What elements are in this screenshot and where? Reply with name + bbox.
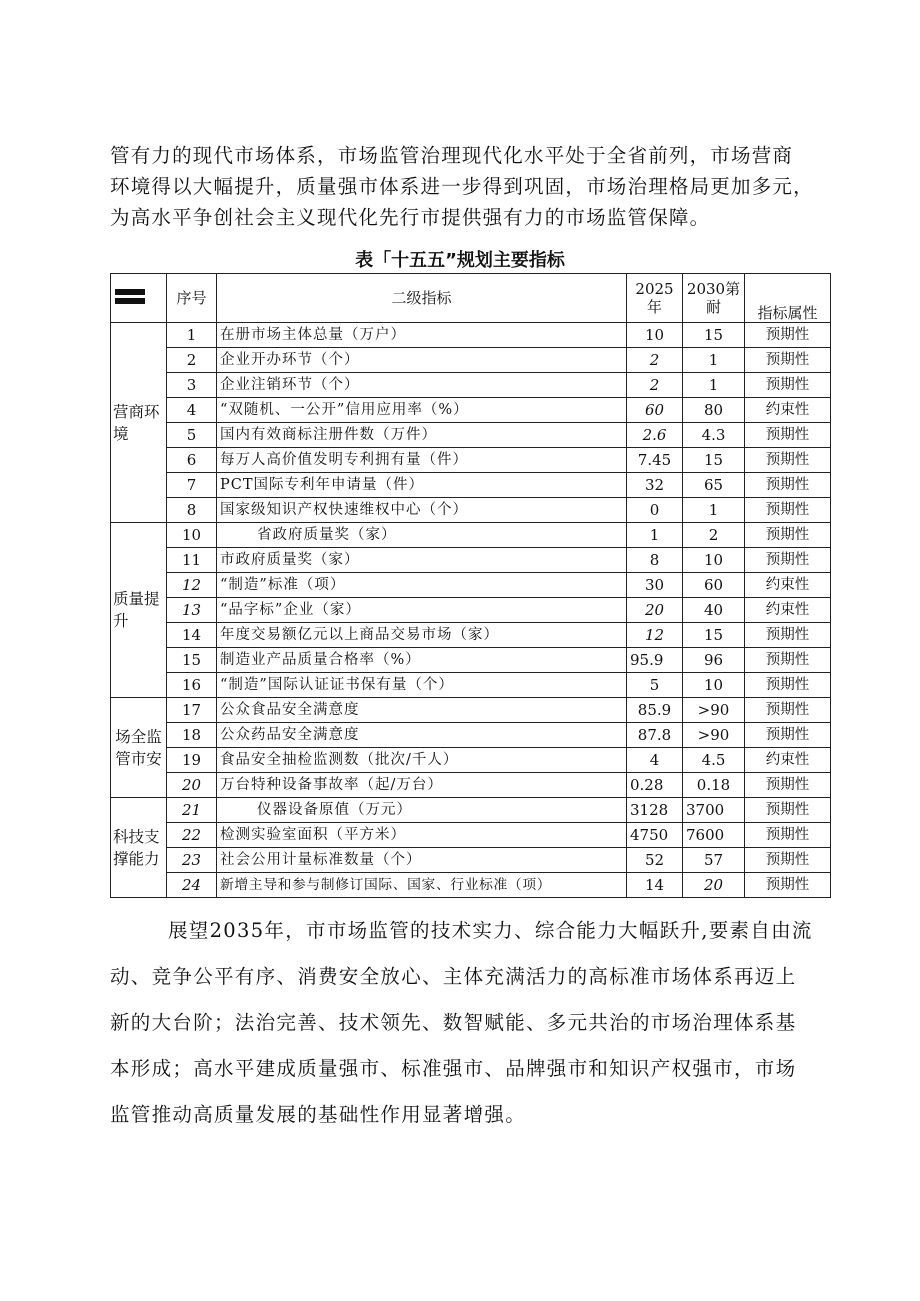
cell-indicator: 企业开办环节（个）	[217, 348, 627, 373]
cell-2030: 60	[683, 573, 745, 598]
table-row	[111, 723, 831, 748]
cell-attr: 预期性	[745, 873, 831, 898]
cell-2030: 96	[683, 648, 745, 673]
cell-attr: 约束性	[745, 748, 831, 773]
table-row	[111, 373, 831, 398]
cell-seq: 2	[167, 348, 217, 373]
intro-line: 环境得以大幅提升，质量强市体系进一步得到巩固，市场治理格局更加多元，	[110, 175, 814, 198]
cell-2025: 8	[627, 548, 683, 573]
cell-2025: 0.28	[627, 773, 683, 798]
cell-seq: 1	[167, 323, 217, 348]
cell-attr: 预期性	[745, 323, 831, 348]
outro-line: 展望2035年，市市场监管的技术实力、综合能力大幅跃升,要素自由流	[168, 919, 813, 942]
table-row	[111, 673, 831, 698]
cell-attr: 约束性	[745, 598, 831, 623]
cell-2030: 15	[683, 448, 745, 473]
cell-2030: 20	[683, 873, 745, 898]
header-2030: 2030第耐	[683, 274, 745, 323]
cell-indicator: 检测实验室面积（平方米）	[217, 823, 627, 848]
table-row	[111, 598, 831, 623]
cell-2030: 1	[683, 373, 745, 398]
table-row	[111, 448, 831, 473]
cell-seq: 16	[167, 673, 217, 698]
cell-indicator: 食品安全抽检监测数（批次/千人）	[217, 748, 627, 773]
cell-seq: 11	[167, 548, 217, 573]
cell-attr: 预期性	[745, 448, 831, 473]
cell-indicator: 省政府质量奖（家）	[217, 523, 627, 548]
cell-2025: 2.6	[627, 423, 683, 448]
cell-indicator: 公众食品安全满意度	[217, 698, 627, 723]
cell-indicator: 公众药品安全满意度	[217, 723, 627, 748]
outro-line: 新的大台阶；法治完善、技术领先、数智赋能、多元共治的市场治理体系基	[110, 1011, 797, 1034]
cell-2025: 30	[627, 573, 683, 598]
cell-2025: 60	[627, 398, 683, 423]
cell-attr: 预期性	[745, 623, 831, 648]
cell-2025: 14	[627, 873, 683, 898]
indicators-table	[110, 273, 831, 898]
table-row	[111, 798, 831, 823]
header-corner	[111, 274, 167, 323]
cell-2025: 5	[627, 673, 683, 698]
header-seq: 序号	[167, 274, 217, 323]
cell-seq: 6	[167, 448, 217, 473]
cell-indicator: 在册市场主体总量（万户）	[217, 323, 627, 348]
table-caption: 表「十五五”规划主要指标	[355, 250, 565, 271]
cell-2030: 57	[683, 848, 745, 873]
cell-2030: 1	[683, 348, 745, 373]
cell-seq: 20	[167, 773, 217, 798]
cell-seq: 4	[167, 398, 217, 423]
cell-seq: 23	[167, 848, 217, 873]
cell-2025: 4750	[627, 823, 683, 848]
table-row	[111, 498, 831, 523]
cell-indicator: “制造”国际认证证书保有量（个）	[217, 673, 627, 698]
cell-2025: 32	[627, 473, 683, 498]
cell-2025: 4	[627, 748, 683, 773]
table-row	[111, 648, 831, 673]
cell-attr: 约束性	[745, 398, 831, 423]
cell-indicator: PCT国际专利年申请量（件）	[217, 473, 627, 498]
cell-2025: 2	[627, 373, 683, 398]
outro-line: 本形成；高水平建成质量强市、标准强市、品牌强市和知识产权强市，市场	[110, 1057, 797, 1080]
cell-2030: 3700	[683, 798, 745, 823]
cell-seq: 15	[167, 648, 217, 673]
cell-2030: 4.3	[683, 423, 745, 448]
cell-seq: 8	[167, 498, 217, 523]
cell-attr: 预期性	[745, 698, 831, 723]
cell-2030: 2	[683, 523, 745, 548]
cell-indicator: “双随机、一公开”信用应用率（%）	[217, 398, 627, 423]
cell-attr: 预期性	[745, 823, 831, 848]
cell-indicator: 每万人高价值发明专利拥有量（件）	[217, 448, 627, 473]
cell-attr: 预期性	[745, 848, 831, 873]
cell-2030: >90	[683, 698, 745, 723]
cell-attr: 预期性	[745, 648, 831, 673]
cell-seq: 12	[167, 573, 217, 598]
cell-2030: 1	[683, 498, 745, 523]
header-attr: 指标属性	[745, 274, 831, 323]
table-header-row	[111, 274, 831, 323]
cell-2030: 40	[683, 598, 745, 623]
cell-2025: 52	[627, 848, 683, 873]
category-business: 营商环境	[111, 323, 167, 523]
table-row	[111, 473, 831, 498]
cell-indicator: 国内有效商标注册件数（万件）	[217, 423, 627, 448]
table-row	[111, 623, 831, 648]
table-row	[111, 848, 831, 873]
cell-attr: 约束性	[745, 573, 831, 598]
category-quality: 质量提升	[111, 523, 167, 698]
cell-seq: 24	[167, 873, 217, 898]
cell-attr: 预期性	[745, 523, 831, 548]
cell-seq: 18	[167, 723, 217, 748]
cell-attr: 预期性	[745, 723, 831, 748]
cell-2025: 0	[627, 498, 683, 523]
table-row	[111, 698, 831, 723]
table-row	[111, 323, 831, 348]
cell-attr: 预期性	[745, 673, 831, 698]
category-tech: 科技支撑能力	[111, 798, 167, 898]
table-row	[111, 773, 831, 798]
cell-2025: 3128	[627, 798, 683, 823]
cell-seq: 5	[167, 423, 217, 448]
cell-indicator: 仪器设备原值（万元）	[217, 798, 627, 823]
cell-2025: 10	[627, 323, 683, 348]
cell-2025: 2	[627, 348, 683, 373]
cell-attr: 预期性	[745, 548, 831, 573]
cell-indicator: 国家级知识产权快速维权中心（个）	[217, 498, 627, 523]
cell-indicator: 制造业产品质量合格率（%）	[217, 648, 627, 673]
cell-seq: 7	[167, 473, 217, 498]
cell-indicator: 市政府质量奖（家）	[217, 548, 627, 573]
outro-line: 动、竞争公平有序、消费安全放心、主体充满活力的高标准市场体系再迈上	[110, 965, 797, 988]
cell-seq: 19	[167, 748, 217, 773]
table-row	[111, 748, 831, 773]
cell-indicator: 企业注销环节（个）	[217, 373, 627, 398]
table-row	[111, 823, 831, 848]
cell-seq: 10	[167, 523, 217, 548]
intro-paragraph	[110, 140, 830, 233]
cell-indicator: “品字标”企业（家）	[217, 598, 627, 623]
cell-seq: 14	[167, 623, 217, 648]
cell-attr: 预期性	[745, 798, 831, 823]
table-row	[111, 573, 831, 598]
table-row	[111, 873, 831, 898]
cell-2030: 0.18	[683, 773, 745, 798]
double-bar-icon	[115, 286, 145, 307]
cell-attr: 预期性	[745, 348, 831, 373]
cell-2030: 65	[683, 473, 745, 498]
cell-indicator: 新增主导和参与制修订国际、国家、行业标准（项）	[217, 873, 627, 898]
cell-2030: 10	[683, 673, 745, 698]
cell-indicator: 万台特种设备事故率（起/万台）	[217, 773, 627, 798]
table-row	[111, 548, 831, 573]
cell-attr: 预期性	[745, 373, 831, 398]
cell-2025: 87.8	[627, 723, 683, 748]
table-row	[111, 348, 831, 373]
cell-seq: 3	[167, 373, 217, 398]
cell-2025: 12	[627, 623, 683, 648]
category-safety: 场全监管市安	[111, 698, 167, 798]
cell-attr: 预期性	[745, 473, 831, 498]
table-row	[111, 398, 831, 423]
cell-2030: >90	[683, 723, 745, 748]
cell-indicator: “制造”标准（项）	[217, 573, 627, 598]
cell-2030: 4.5	[683, 748, 745, 773]
cell-2025: 95.9	[627, 648, 683, 673]
intro-line: 管有力的现代市场体系，市场监管治理现代化水平处于全省前列，市场营商	[110, 144, 794, 167]
intro-line: 为高水平争创社会主义现代化先行市提供强有力的市场监管保障。	[110, 206, 711, 229]
table-row	[111, 523, 831, 548]
outro-paragraph	[110, 908, 830, 1138]
cell-2025: 20	[627, 598, 683, 623]
header-2025: 2025年	[627, 274, 683, 323]
cell-attr: 预期性	[745, 773, 831, 798]
cell-2030: 15	[683, 323, 745, 348]
outro-line: 监管推动高质量发展的基础性作用显著增强。	[110, 1103, 527, 1126]
cell-2030: 7600	[683, 823, 745, 848]
cell-indicator: 年度交易额亿元以上商品交易市场（家）	[217, 623, 627, 648]
cell-seq: 13	[167, 598, 217, 623]
cell-attr: 预期性	[745, 498, 831, 523]
cell-indicator: 社会公用计量标准数量（个）	[217, 848, 627, 873]
table-row	[111, 423, 831, 448]
cell-2030: 15	[683, 623, 745, 648]
cell-attr: 预期性	[745, 423, 831, 448]
cell-seq: 17	[167, 698, 217, 723]
header-indicator: 二级指标	[217, 274, 627, 323]
cell-seq: 22	[167, 823, 217, 848]
cell-seq: 21	[167, 798, 217, 823]
cell-2025: 7.45	[627, 448, 683, 473]
cell-2025: 1	[627, 523, 683, 548]
cell-2025: 85.9	[627, 698, 683, 723]
cell-2030: 80	[683, 398, 745, 423]
cell-2030: 10	[683, 548, 745, 573]
